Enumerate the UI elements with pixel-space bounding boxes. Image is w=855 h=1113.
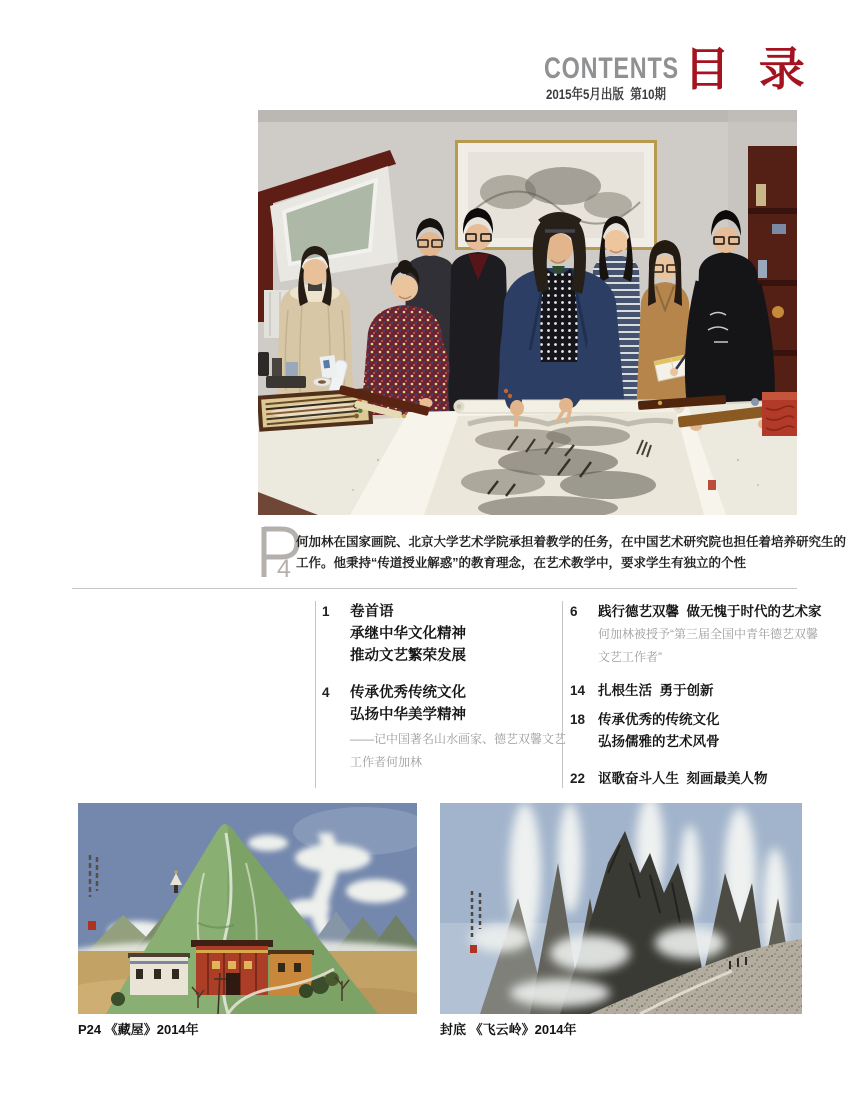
- toc-title-line: 承继中华文化精神: [350, 626, 466, 642]
- toc-subtitle-line: 文艺工作者”: [598, 650, 662, 664]
- toc-entry-body: [598, 601, 822, 669]
- toc-entry: [570, 680, 714, 702]
- toc-title-line: 弘扬中华美学精神: [350, 707, 466, 723]
- toc-entry-body: [598, 768, 768, 790]
- scroll-painting: [350, 400, 726, 515]
- toc-entry: [322, 601, 466, 667]
- feature-photo: [258, 110, 797, 515]
- toc-title-line: 践行德艺双馨 做无愧于时代的艺术家: [598, 604, 822, 619]
- toc-entry-body: [598, 709, 720, 753]
- toc-page-number: 14: [570, 683, 586, 698]
- toc-entry-body: [350, 601, 466, 667]
- painting-caption-right: 封底 《飞云岭》2014年: [440, 1022, 577, 1037]
- painting-caption-left: P24 《藏屋》2014年: [78, 1022, 199, 1037]
- painting-tibetan-house: [78, 803, 417, 1014]
- feature-description-line: 何加林在国家画院、北京大学艺术学院承担着教学的任务，在中国艺术研究院也担任着培养研究生的: [296, 535, 847, 549]
- toc-title-line: 弘扬儒雅的艺术风骨: [598, 734, 720, 749]
- toc-title-line: 传承优秀的传统文化: [598, 712, 720, 727]
- toc-page-number: 4: [322, 685, 330, 700]
- toc-entry: [322, 682, 566, 774]
- toc-entry-body: [598, 680, 714, 702]
- toc-title-line: 推动文艺繁荣发展: [350, 648, 466, 664]
- painting-flying-cloud-ridge: [440, 803, 802, 1014]
- toc-page-number: 6: [570, 604, 578, 619]
- toc-subtitle-line: ——记中国著名山水画家、德艺双馨文艺: [350, 732, 567, 746]
- seal-stamp: [708, 480, 716, 490]
- contents-label: CONTENTS: [544, 52, 679, 85]
- toc-subtitle-line: 工作者何加林: [350, 755, 423, 769]
- seal-stamp: [470, 945, 477, 953]
- toc-subtitle-line: 何加林被授予“第三届全国中青年德艺双馨: [598, 627, 818, 641]
- page-title: 目 录: [684, 43, 813, 95]
- feature-description: [296, 532, 847, 574]
- toc-title-line: 传承优秀传统文化: [350, 685, 466, 701]
- toc-title-line: 扎根生活 勇于创新: [598, 683, 714, 698]
- toc-page-number: 1: [322, 604, 330, 619]
- toc-entry: [570, 768, 768, 790]
- toc-entry: [570, 601, 822, 669]
- toc-entry: [570, 709, 720, 753]
- toc-page-number: 22: [570, 771, 586, 786]
- issue-info: 2015年5月出版 第10期: [546, 86, 666, 102]
- toc-entry-body: [350, 682, 566, 774]
- horizontal-rule: [72, 588, 797, 589]
- toc-divider-left: [315, 601, 316, 788]
- toc-title-line: 卷首语: [350, 604, 394, 620]
- page-marker-number: 4: [277, 555, 291, 582]
- seal-stamp: [88, 921, 96, 930]
- toc-title-line: 讴歌奋斗人生 刻画最美人物: [598, 771, 768, 786]
- feature-description-line: 工作。他秉持“传道授业解惑”的教育理念，在艺术教学中，要求学生有独立的个性: [296, 556, 747, 570]
- toc-page-number: 18: [570, 712, 586, 727]
